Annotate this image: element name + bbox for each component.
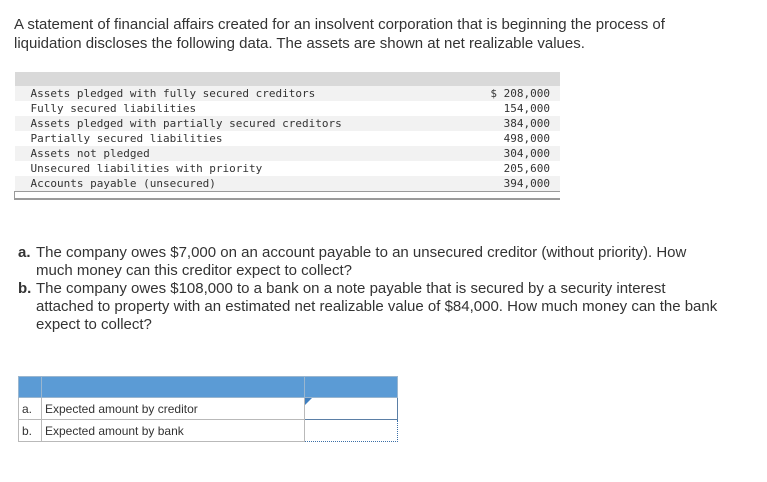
answer-row-label: Expected amount by creditor: [42, 398, 305, 420]
question-b-line-1: The company owes $108,000 to a bank on a note payable that is secured by a security interest: [36, 280, 666, 297]
data-row: [15, 86, 561, 101]
data-row: [15, 161, 561, 176]
intro-line-2: liquidation discloses the following data. The assets are shown at net realizable values.: [14, 35, 585, 52]
data-row-amount: 498,000: [450, 131, 560, 146]
data-row-amount: 154,000: [450, 101, 560, 116]
answer-row-letter: b.: [19, 420, 42, 442]
data-row: [15, 176, 561, 192]
data-row: [15, 101, 561, 116]
data-row: [15, 131, 561, 146]
answer-row-a: [19, 398, 398, 420]
data-row-label: Assets pledged with fully secured creditors: [15, 86, 451, 101]
data-row-label: Fully secured liabilities: [15, 101, 451, 116]
data-row-label: Assets not pledged: [15, 146, 451, 161]
answer-table: [18, 376, 398, 442]
data-table-footer: [15, 192, 561, 200]
question-a-line-1: The company owes $7,000 on an account payable to an unsecured creditor (without priority). How: [36, 244, 687, 261]
problem-intro: [14, 15, 754, 53]
intro-line-1: A statement of financial affairs created for an insolvent corporation that is beginning the process of: [14, 16, 665, 33]
data-row-amount: 304,000: [450, 146, 560, 161]
question-a-letter: a.: [18, 244, 31, 261]
data-row-amount: 384,000: [450, 116, 560, 131]
question-b-line-2: attached to property with an estimated net realizable value of $84,000. How much money can the bank: [36, 298, 718, 315]
answer-cell-bank[interactable]: [305, 420, 398, 442]
answer-row-label: Expected amount by bank: [42, 420, 305, 442]
answer-row-letter: a.: [19, 398, 42, 420]
data-row-label: Unsecured liabilities with priority: [15, 161, 451, 176]
answer-row-b: [19, 420, 398, 442]
data-row-label: Accounts payable (unsecured): [15, 176, 451, 192]
bank-amount-input[interactable]: [308, 422, 388, 439]
active-cell-flag-icon: [305, 398, 312, 405]
data-table-header: [15, 72, 561, 86]
creditor-amount-input[interactable]: [308, 400, 388, 417]
data-row-amount: 394,000: [450, 176, 560, 192]
question-a: [18, 244, 763, 280]
question-b-line-3: expect to collect?: [36, 316, 152, 333]
question-a-line-2: much money can this creditor expect to collect?: [36, 262, 352, 279]
questions-block: [18, 244, 763, 334]
question-b: [18, 280, 763, 334]
data-row-amount: $ 208,000: [450, 86, 560, 101]
data-row-label: Partially secured liabilities: [15, 131, 451, 146]
data-row: [15, 116, 561, 131]
data-row-label: Assets pledged with partially secured creditors: [15, 116, 451, 131]
financial-data-table: [14, 72, 560, 200]
answer-cell-creditor[interactable]: [305, 398, 398, 420]
data-row-amount: 205,600: [450, 161, 560, 176]
question-b-letter: b.: [18, 280, 32, 297]
answer-table-header: [19, 377, 398, 398]
data-row: [15, 146, 561, 161]
